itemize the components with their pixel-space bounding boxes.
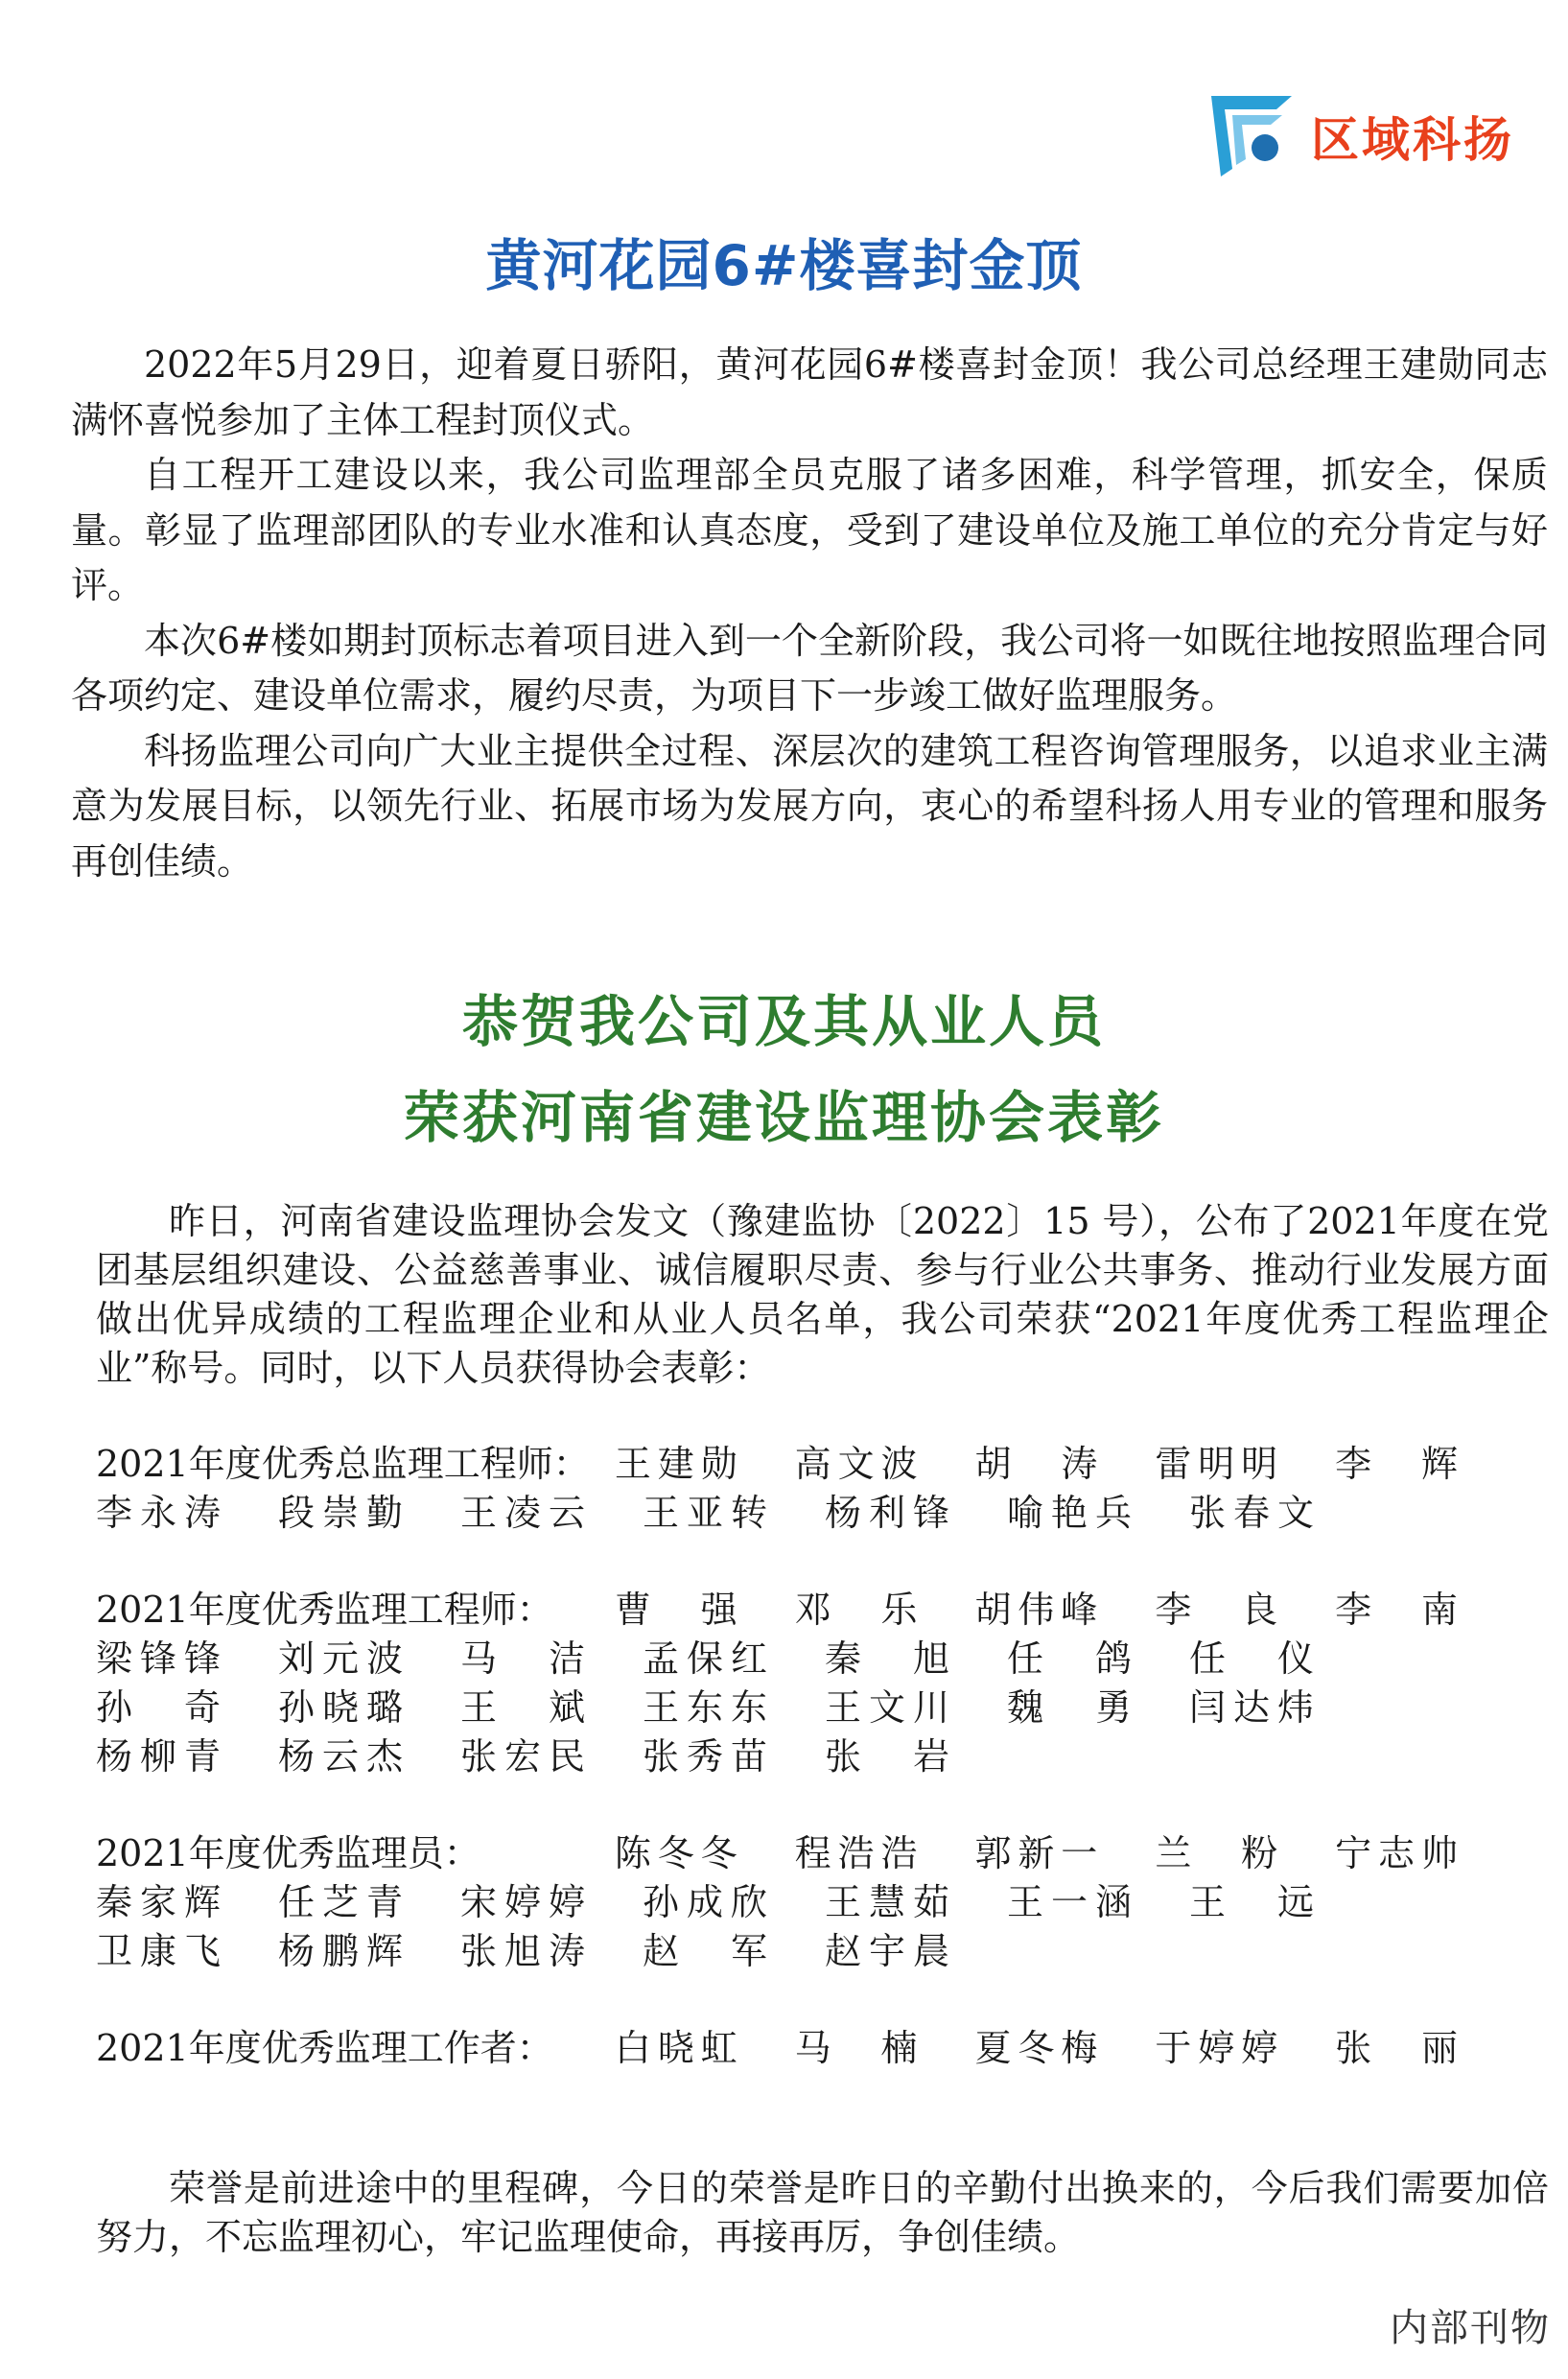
honor-row (96, 1436, 1515, 1485)
honoree-name: 马 洁 (460, 1637, 585, 1680)
honor-group (96, 2020, 1515, 2069)
honoree-name: 胡伟峰 (974, 1589, 1098, 1631)
honoree-name: 王文川 (825, 1686, 949, 1729)
honors-intro (96, 1197, 1549, 1393)
honoree-name: 宋婷婷 (460, 1881, 585, 1923)
title-line-1: 恭贺我公司及其从业人员 (461, 989, 1106, 1054)
honoree-name: 梁锋锋 (96, 1637, 221, 1680)
article-body-topping-out (71, 338, 1548, 889)
honoree-name: 王东东 (643, 1686, 767, 1729)
honoree-name: 赵宇晨 (825, 1930, 949, 1972)
paragraph: 自工程开工建设以来，我公司监理部全员克服了诸多困难，科学管理，抓安全，保质量。彰显了监理部团队的专业水准和认真态度，受到了建设单位及施工单位的充分肯定与好评。 (71, 454, 1548, 606)
paragraph: 科扬监理公司向广大业主提供全过程、深层次的建筑工程咨询管理服务，以追求业主满意为发展目标，以领先行业、拓展市场为发展方向，衷心的希望科扬人用专业的管理和服务再创佳绩。 (71, 729, 1548, 883)
honoree-name: 邓 乐 (794, 1589, 918, 1631)
honoree-name: 程浩浩 (794, 1832, 918, 1874)
article-title-honors (0, 974, 1568, 1166)
honors-list (96, 1436, 1515, 2117)
honoree-name: 杨柳青 (96, 1735, 221, 1778)
honoree-name: 秦家辉 (96, 1881, 221, 1923)
honor-group (96, 1436, 1515, 1534)
honoree-name: 李 辉 (1335, 1443, 1458, 1485)
honoree-name: 孙成欣 (643, 1881, 767, 1923)
honoree-name: 白晓虹 (614, 2027, 737, 2069)
honor-category: 2021年度优秀监理工作者： (96, 2027, 553, 2069)
honoree-name: 李永涛 (96, 1492, 221, 1534)
honoree-name: 王 远 (1189, 1881, 1314, 1923)
paragraph: 昨日，河南省建设监理协会发文（豫建监协〔2022〕15 号），公布了2021年度在党团基层组织建设、公益慈善事业、诚信履职尽责、参与行业公共事务、推动行业发展方面做出优异成绩的工程监理企业和从业人员名单，我公司荣获“2021年度优秀工程监理企业”称号。同时，以下人员获得协会表彰： (96, 1200, 1549, 1389)
honoree-name: 段崇勤 (278, 1492, 403, 1534)
honor-row (96, 1874, 1515, 1923)
honoree-name: 胡 涛 (974, 1443, 1098, 1485)
honor-row (96, 1631, 1515, 1680)
honoree-name: 赵 军 (643, 1930, 767, 1972)
honoree-name: 任 仪 (1189, 1637, 1314, 1680)
honoree-name: 杨鹏辉 (278, 1930, 403, 1972)
honoree-name: 马 楠 (794, 2027, 918, 2069)
honoree-name: 高文波 (794, 1443, 918, 1485)
honor-row (96, 1729, 1515, 1778)
honoree-name: 王亚转 (643, 1492, 767, 1534)
honor-category: 2021年度优秀总监理工程师： (96, 1443, 590, 1485)
honoree-name: 李 良 (1155, 1589, 1278, 1631)
honoree-name: 雷明明 (1155, 1443, 1278, 1485)
honor-group (96, 1582, 1515, 1778)
paragraph: 2022年5月29日，迎着夏日骄阳，黄河花园6#楼喜封金顶！我公司总经理王建勋同志满怀喜悦参加了主体工程封顶仪式。 (71, 343, 1548, 441)
honoree-name: 孟保红 (643, 1637, 767, 1680)
honoree-name: 兰 粉 (1155, 1832, 1278, 1874)
honoree-name: 张旭涛 (460, 1930, 585, 1972)
title-line-2: 荣获河南省建设监理协会表彰 (403, 1085, 1164, 1150)
honoree-name: 喻艳兵 (1007, 1492, 1132, 1534)
honoree-name: 魏 勇 (1007, 1686, 1132, 1729)
honoree-name: 王一涵 (1007, 1881, 1132, 1923)
honoree-name: 孙 奇 (96, 1686, 221, 1729)
honoree-name: 秦 旭 (825, 1637, 949, 1680)
footer-label: 内部刊物 (1390, 2306, 1551, 2350)
honoree-name: 杨云杰 (278, 1735, 403, 1778)
honoree-name: 张宏民 (460, 1735, 585, 1778)
honor-category: 2021年度优秀监理员： (96, 1832, 480, 1874)
honor-row (96, 2020, 1515, 2069)
honor-row (96, 1680, 1515, 1729)
honoree-name: 夏冬梅 (974, 2027, 1098, 2069)
honoree-name: 孙晓璐 (278, 1686, 403, 1729)
company-logo (1204, 92, 1549, 180)
honoree-name: 李 南 (1335, 1589, 1458, 1631)
honoree-name: 任芝青 (278, 1881, 403, 1923)
honoree-name: 王 斌 (460, 1686, 585, 1729)
honoree-name: 陈冬冬 (614, 1832, 737, 1874)
honoree-name: 于婷婷 (1155, 2027, 1278, 2069)
honoree-name: 张秀苗 (643, 1735, 767, 1778)
honoree-name: 张 岩 (825, 1735, 949, 1778)
honoree-name: 王慧茹 (825, 1881, 949, 1923)
honoree-name: 闫达炜 (1189, 1686, 1314, 1729)
honor-category: 2021年度优秀监理工程师： (96, 1589, 553, 1631)
paragraph: 本次6#楼如期封顶标志着项目进入到一个全新阶段，我公司将一如既往地按照监理合同各项约定、建设单位需求，履约尽责，为项目下一步竣工做好监理服务。 (71, 619, 1548, 717)
honoree-name: 刘元波 (278, 1637, 403, 1680)
honoree-name: 曹 强 (614, 1589, 737, 1631)
article-title-topping-out: 黄河花园6#楼喜封金顶 (485, 233, 1083, 298)
honor-row (96, 1923, 1515, 1972)
honoree-name: 王建勋 (614, 1443, 737, 1485)
paragraph: 荣誉是前进途中的里程碑，今日的荣誉是昨日的辛勤付出换来的，今后我们需要加倍努力，不忘监理初心，牢记监理使命，再接再厉，争创佳绩。 (96, 2167, 1549, 2258)
honoree-name: 宁志帅 (1335, 1832, 1458, 1874)
honor-row (96, 1485, 1515, 1534)
logo-mark-icon (1204, 92, 1299, 180)
honoree-name: 王凌云 (460, 1492, 585, 1534)
honoree-name: 张春文 (1189, 1492, 1314, 1534)
honoree-name: 卫康飞 (96, 1930, 221, 1972)
honor-row (96, 1582, 1515, 1631)
honors-closing (96, 2164, 1549, 2262)
honor-group (96, 1825, 1515, 1972)
honor-row (96, 1825, 1515, 1874)
honoree-name: 任 鸽 (1007, 1637, 1132, 1680)
logo-text: 区域科扬 (1311, 112, 1514, 168)
honoree-name: 张 丽 (1335, 2027, 1458, 2069)
honoree-name: 郭新一 (974, 1832, 1098, 1874)
honoree-name: 杨利锋 (825, 1492, 949, 1534)
